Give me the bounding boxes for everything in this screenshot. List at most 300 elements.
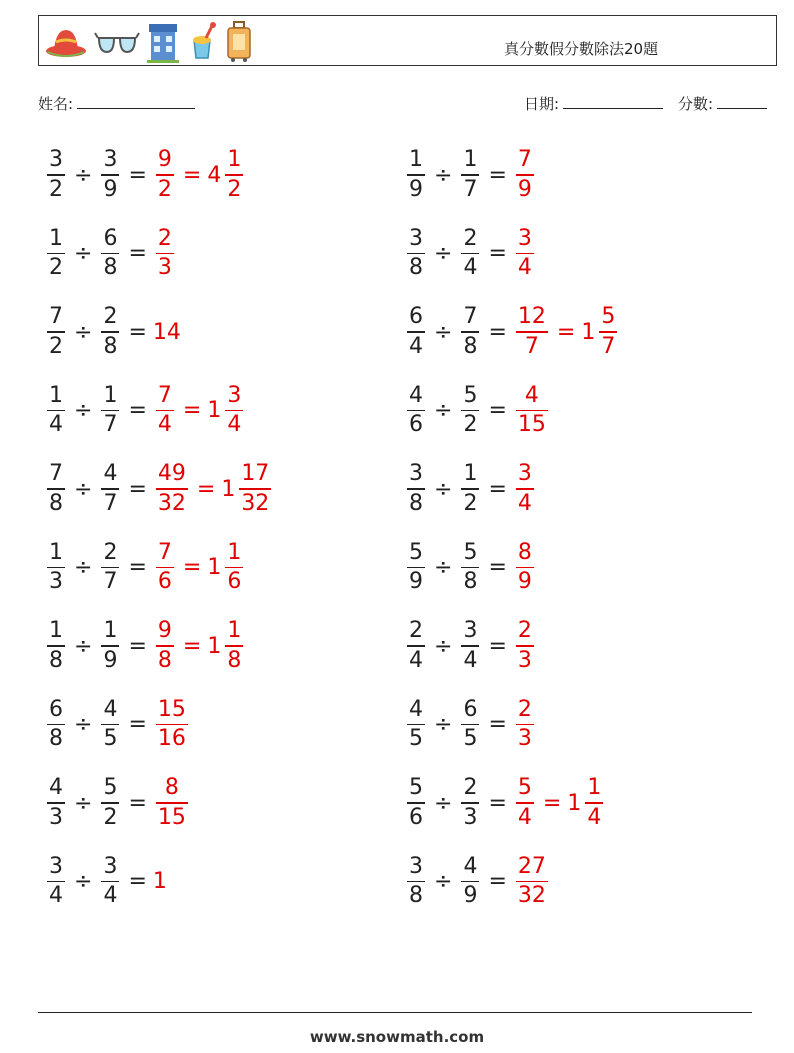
equals-sign: = (128, 633, 147, 659)
problem-item (44, 852, 167, 912)
numerator: 5 (103, 775, 118, 801)
divisor-fraction (461, 853, 479, 909)
divisor-fraction (101, 382, 119, 438)
worksheet-title: 真分數假分數除法20題 (504, 40, 659, 58)
denominator: 4 (227, 412, 242, 438)
sunglasses-icon (94, 24, 140, 60)
fraction-bar (101, 410, 119, 412)
header-icons (44, 20, 254, 64)
answer (153, 777, 191, 829)
mixed-fraction (225, 539, 243, 595)
fraction-bar (407, 410, 425, 412)
denominator: 8 (49, 726, 63, 752)
fraction-bar (585, 802, 603, 804)
numerator: 4 (49, 775, 63, 801)
equals-sign: = (488, 555, 507, 580)
fraction-bar (516, 410, 548, 412)
divisor-fraction (101, 149, 119, 201)
divide-sign: ÷ (74, 633, 93, 659)
fraction-bar (516, 724, 534, 726)
numerator: 4 (463, 853, 478, 879)
denominator: 9 (409, 176, 423, 202)
fraction-bar (101, 567, 119, 569)
answer-fraction (516, 382, 548, 438)
equals-sign: = (128, 162, 147, 188)
fraction-bar (407, 174, 425, 176)
denominator: 7 (463, 176, 478, 202)
dividend-fraction (407, 149, 425, 201)
footer-divider (38, 1012, 752, 1013)
problem-item (44, 381, 246, 441)
dividend-fraction (407, 306, 425, 358)
fraction-bar (156, 567, 174, 569)
fraction-bar (225, 410, 243, 412)
mixed-fraction (585, 777, 603, 829)
numerator: 6 (409, 304, 423, 330)
divisor-fraction (101, 463, 119, 515)
answer-fraction (516, 225, 534, 281)
divisor-fraction (461, 382, 479, 438)
denominator: 2 (49, 333, 63, 359)
date-label: 日期: (524, 95, 560, 113)
numerator: 2 (463, 225, 478, 251)
mixed-fraction (239, 463, 271, 515)
answer-fraction (516, 149, 534, 201)
fraction-bar (47, 645, 65, 647)
equals-sign: = (128, 712, 147, 737)
numerator: 1 (49, 382, 63, 408)
fraction-bar (461, 724, 479, 726)
answer (153, 620, 246, 672)
equals-sign: = (128, 319, 147, 345)
fraction-bar (516, 567, 534, 569)
denominator: 32 (241, 490, 270, 516)
numerator: 5 (409, 539, 423, 565)
fraction-bar (225, 567, 243, 569)
denominator: 15 (517, 412, 546, 438)
numerator: 7 (463, 304, 478, 330)
answer-fraction (156, 777, 188, 829)
answer-equals-sign: = (182, 162, 202, 188)
answer (513, 149, 537, 201)
divide-sign: ÷ (74, 869, 93, 894)
divisor-fraction (101, 306, 119, 358)
equals-sign: = (128, 869, 147, 894)
numerator: 17 (241, 461, 270, 487)
fraction-bar (461, 567, 479, 569)
denominator: 2 (157, 176, 172, 202)
divide-sign: ÷ (74, 555, 93, 580)
numerator: 6 (463, 696, 478, 722)
numerator: 2 (103, 304, 118, 330)
numerator: 3 (103, 147, 118, 173)
answer-fraction (516, 853, 548, 909)
answer (513, 306, 620, 358)
divide-sign: ÷ (74, 790, 93, 816)
numerator: 15 (157, 696, 186, 722)
numerator: 3 (517, 461, 532, 487)
problem-item (44, 145, 246, 205)
answer (153, 463, 274, 515)
dividend-fraction (407, 777, 425, 829)
equals-sign: = (488, 162, 507, 188)
divide-sign: ÷ (434, 398, 453, 423)
denominator: 2 (49, 255, 63, 281)
numerator: 2 (409, 618, 423, 644)
problem-item (404, 459, 537, 519)
denominator: 8 (49, 647, 63, 673)
denominator: 4 (49, 883, 63, 909)
denominator: 3 (517, 726, 532, 752)
fraction-bar (516, 174, 534, 176)
denominator: 8 (103, 333, 118, 359)
divide-sign: ÷ (434, 790, 453, 816)
sand-bucket-icon (186, 22, 218, 62)
fraction-bar (47, 410, 65, 412)
divisor-fraction (101, 539, 119, 595)
numerator: 1 (409, 147, 423, 173)
answer-fraction (516, 620, 534, 672)
fraction-bar (407, 567, 425, 569)
equals-sign: = (488, 790, 507, 816)
denominator: 4 (517, 804, 532, 830)
divide-sign: ÷ (434, 241, 453, 266)
answer-fraction (516, 463, 534, 515)
mixed-whole: 1 (221, 476, 236, 502)
footer-url: www.snowmath.com (309, 1028, 485, 1046)
answer-fraction (156, 463, 188, 515)
numerator: 27 (517, 853, 546, 879)
numerator: 49 (157, 461, 186, 487)
denominator: 9 (517, 176, 532, 202)
fraction-bar (516, 331, 548, 333)
name-label: 姓名: (38, 95, 74, 113)
denominator: 8 (157, 647, 172, 673)
answer-equals-sign: = (182, 398, 202, 423)
numerator: 2 (517, 618, 532, 644)
numerator: 7 (517, 147, 532, 173)
fraction-bar (47, 567, 65, 569)
equals-sign: = (128, 241, 147, 266)
fraction-bar (101, 724, 119, 726)
mixed-whole: 1 (207, 555, 222, 580)
answer (513, 696, 537, 752)
answer-fraction (156, 382, 174, 438)
dividend-fraction (407, 696, 425, 752)
divide-sign: ÷ (74, 241, 93, 266)
fraction-bar (461, 802, 479, 804)
denominator: 8 (227, 647, 242, 673)
dividend-fraction (407, 620, 425, 672)
fraction-bar (101, 881, 119, 883)
worksheet-header (38, 15, 777, 66)
denominator: 8 (409, 490, 423, 516)
answer-fraction (516, 539, 534, 595)
dividend-fraction (47, 463, 65, 515)
denominator: 7 (524, 333, 539, 359)
equals-sign: = (488, 241, 507, 266)
fraction-bar (156, 802, 188, 804)
numerator: 4 (103, 461, 118, 487)
answer-fraction (156, 620, 174, 672)
problem-item (404, 852, 551, 912)
fraction-bar (407, 488, 425, 490)
dividend-fraction (47, 539, 65, 595)
answer (513, 777, 606, 829)
fraction-bar (47, 724, 65, 726)
denominator: 6 (157, 569, 172, 595)
divisor-fraction (101, 620, 119, 672)
denominator: 8 (409, 883, 423, 909)
answer (153, 696, 191, 752)
denominator: 2 (463, 412, 478, 438)
fraction-bar (516, 802, 534, 804)
divisor-fraction (461, 463, 479, 515)
fraction-bar (101, 802, 119, 804)
denominator: 8 (463, 333, 478, 359)
numerator: 1 (103, 382, 118, 408)
numerator: 1 (227, 147, 242, 173)
denominator: 4 (157, 412, 172, 438)
fraction-bar (156, 174, 174, 176)
answer (513, 620, 537, 672)
divide-sign: ÷ (74, 398, 93, 423)
numerator: 2 (463, 775, 478, 801)
equals-sign: = (488, 398, 507, 423)
numerator: 1 (227, 618, 242, 644)
denominator: 8 (49, 490, 63, 516)
name-field (38, 93, 195, 114)
denominator: 2 (49, 176, 63, 202)
numerator: 5 (463, 539, 478, 565)
divisor-fraction (461, 149, 479, 201)
dividend-fraction (407, 853, 425, 909)
equals-sign: = (128, 476, 147, 502)
denominator: 9 (103, 647, 118, 673)
numerator: 3 (103, 853, 118, 879)
answer-fraction (156, 149, 174, 201)
denominator: 7 (103, 490, 118, 516)
divide-sign: ÷ (434, 869, 453, 894)
denominator: 2 (463, 490, 478, 516)
numerator: 12 (517, 304, 546, 330)
numerator: 5 (463, 382, 478, 408)
equals-sign: = (128, 790, 147, 816)
numerator: 1 (103, 618, 118, 644)
problem-item (44, 538, 246, 598)
numerator: 3 (227, 382, 242, 408)
score-field (678, 93, 767, 114)
mixed-fraction (225, 149, 243, 201)
numerator: 1 (587, 775, 602, 801)
denominator: 4 (463, 255, 478, 281)
denominator: 32 (157, 490, 186, 516)
numerator: 2 (517, 696, 532, 722)
dividend-fraction (47, 853, 65, 909)
mixed-fraction (225, 382, 243, 438)
fraction-bar (101, 331, 119, 333)
numerator: 8 (517, 539, 532, 565)
problem-item (404, 538, 537, 598)
numerator: 3 (463, 618, 478, 644)
answer-equals-sign: = (182, 555, 202, 580)
numerator: 7 (49, 304, 63, 330)
numerator: 1 (49, 618, 63, 644)
fraction-bar (516, 645, 534, 647)
answer (513, 853, 551, 909)
answer-equals-sign: = (196, 476, 216, 502)
problem-item (44, 695, 191, 755)
numerator: 3 (409, 225, 423, 251)
fraction-bar (599, 331, 617, 333)
numerator: 3 (409, 461, 423, 487)
numerator: 7 (49, 461, 63, 487)
numerator: 4 (103, 696, 118, 722)
sombrero-icon (44, 24, 88, 60)
fraction-bar (461, 331, 479, 333)
numerator: 3 (409, 853, 423, 879)
problem-item (44, 302, 181, 362)
problem-item (404, 302, 620, 362)
divisor-fraction (461, 539, 479, 595)
answer (153, 382, 246, 438)
fraction-bar (516, 488, 534, 490)
numerator: 1 (463, 147, 478, 173)
equals-sign: = (488, 633, 507, 659)
numerator: 5 (601, 304, 616, 330)
fraction-bar (47, 881, 65, 883)
denominator: 6 (409, 412, 423, 438)
fraction-bar (225, 174, 243, 176)
fraction-bar (407, 881, 425, 883)
denominator: 9 (409, 569, 423, 595)
denominator: 5 (463, 726, 478, 752)
denominator: 4 (517, 490, 532, 516)
answer (153, 225, 177, 281)
name-blank[interactable] (77, 94, 195, 109)
denominator: 3 (157, 255, 172, 281)
dividend-fraction (407, 382, 425, 438)
fraction-bar (461, 488, 479, 490)
numerator: 2 (103, 539, 118, 565)
equals-sign: = (128, 555, 147, 580)
problem-item (44, 773, 191, 833)
denominator: 9 (103, 176, 118, 202)
dividend-fraction (47, 382, 65, 438)
mixed-whole: 1 (567, 790, 582, 816)
numerator: 1 (227, 539, 242, 565)
answer-equals-sign: = (182, 633, 202, 659)
fraction-bar (156, 410, 174, 412)
answer (153, 320, 181, 345)
denominator: 4 (587, 804, 602, 830)
fraction-bar (47, 253, 65, 255)
score-blank[interactable] (717, 94, 767, 109)
denominator: 4 (409, 647, 423, 673)
denominator: 3 (517, 647, 532, 673)
fraction-bar (461, 645, 479, 647)
answer-fraction (516, 696, 534, 752)
denominator: 4 (409, 333, 423, 359)
divide-sign: ÷ (434, 633, 453, 659)
divisor-fraction (101, 777, 119, 829)
denominator: 6 (409, 804, 423, 830)
dividend-fraction (47, 620, 65, 672)
fraction-bar (407, 331, 425, 333)
answer (513, 463, 537, 515)
divide-sign: ÷ (434, 162, 453, 188)
mixed-whole: 4 (207, 162, 222, 188)
fraction-bar (47, 174, 65, 176)
fraction-bar (47, 488, 65, 490)
problem-item (404, 145, 537, 205)
divide-sign: ÷ (434, 555, 453, 580)
fraction-bar (101, 645, 119, 647)
numerator: 5 (517, 775, 532, 801)
fraction-bar (47, 802, 65, 804)
divide-sign: ÷ (434, 476, 453, 502)
dividend-fraction (47, 149, 65, 201)
answer (153, 149, 246, 201)
divisor-fraction (461, 696, 479, 752)
problem-item (44, 224, 177, 284)
fraction-bar (101, 253, 119, 255)
mixed-whole: 1 (207, 398, 222, 423)
denominator: 8 (409, 255, 423, 281)
divide-sign: ÷ (434, 712, 453, 737)
numerator: 9 (157, 618, 172, 644)
divisor-fraction (461, 620, 479, 672)
numerator: 3 (517, 225, 532, 251)
dividend-fraction (47, 696, 65, 752)
answer-fraction (156, 696, 188, 752)
answer-whole: 14 (152, 319, 181, 345)
date-blank[interactable] (563, 94, 663, 109)
denominator: 5 (103, 726, 118, 752)
divisor-fraction (461, 777, 479, 829)
divide-sign: ÷ (74, 162, 93, 188)
fraction-bar (407, 802, 425, 804)
problem-item (404, 773, 606, 833)
problem-item (404, 381, 551, 441)
equals-sign: = (488, 869, 507, 894)
fraction-bar (461, 410, 479, 412)
date-field (524, 93, 663, 114)
mixed-whole: 1 (581, 319, 596, 345)
numerator: 8 (164, 775, 179, 801)
fraction-bar (156, 724, 188, 726)
problem-item (404, 616, 537, 676)
fraction-bar (407, 645, 425, 647)
denominator: 7 (601, 333, 616, 359)
denominator: 4 (49, 412, 63, 438)
denominator: 9 (517, 569, 532, 595)
answer-fraction (516, 777, 534, 829)
answer-fraction (156, 225, 174, 281)
fraction-bar (225, 645, 243, 647)
answer (513, 225, 537, 281)
equals-sign: = (488, 319, 507, 345)
fraction-bar (407, 253, 425, 255)
fraction-bar (47, 331, 65, 333)
divisor-fraction (461, 306, 479, 358)
denominator: 3 (463, 804, 478, 830)
answer (153, 869, 167, 894)
answer-equals-sign: = (542, 790, 562, 816)
problem-item (44, 616, 246, 676)
fraction-bar (101, 174, 119, 176)
fraction-bar (156, 488, 188, 490)
